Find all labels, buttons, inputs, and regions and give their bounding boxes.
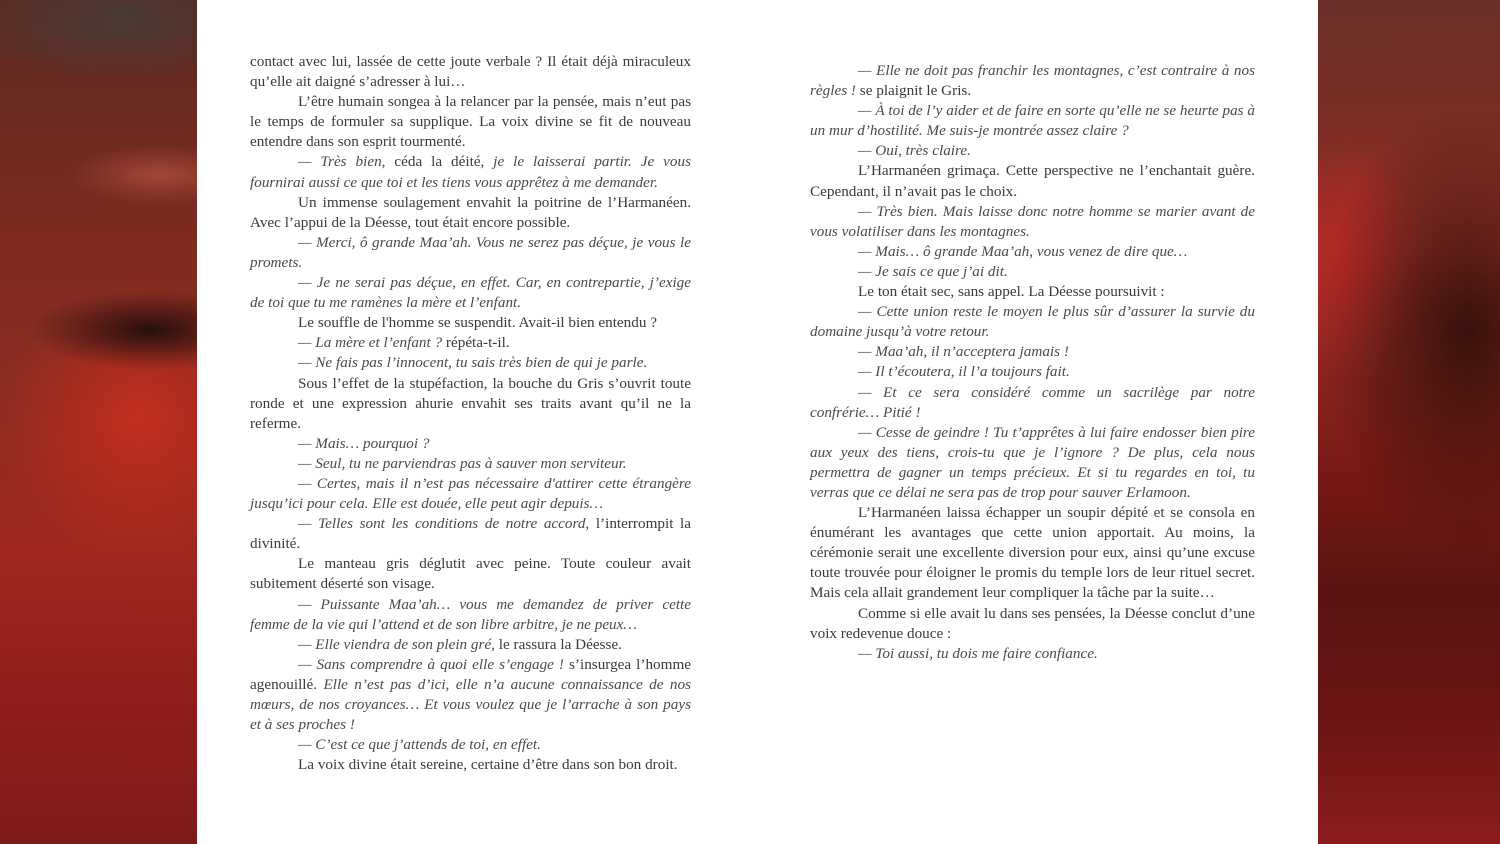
- paragraph: [810, 282, 1255, 302]
- paragraph: [250, 313, 691, 333]
- dialogue-text: — Certes, mais il n’est pas nécessaire d'attirer cette étrangère jusqu’ici pour cela. Elle est douée, elle peut agir depuis…: [250, 474, 691, 513]
- dialogue-text: — Cesse de geindre ! Tu t’apprêtes à lui faire endosser bien pire aux yeux des tiens, crois-tu que je l’ignore ? De plus, cela nous permettra de gagner un temps précieux. Et si tu regardes en toi, tu verras que ce délai ne sera pas de trop pour sauver Erlamoon.: [810, 423, 1255, 501]
- paragraph: [810, 302, 1255, 342]
- paragraph: [810, 644, 1255, 664]
- narration-text: L’Harmanéen laissa échapper un soupir dépité et se consola en énumérant les avantages que cette union apportait. Au moins, la cérémonie serait une excellente diversion pour eux, ainsi qu’une excuse toute trouvée pour éloigner le promis du temple lors de leur rituel secret. Mais cela allait grandement leur compliquer la tâche par la suite…: [810, 504, 1255, 602]
- paragraph: [250, 52, 691, 92]
- paragraph: [250, 514, 691, 554]
- paragraph: [250, 554, 691, 594]
- dialogue-text: — Très bien. Mais laisse donc notre homme se marier avant de vous volatiliser dans les montagnes.: [810, 202, 1255, 240]
- paragraph: [250, 233, 691, 273]
- dialogue-text: — À toi de l’y aider et de faire en sorte qu’elle ne se heurte pas à un mur d’hostilité. Me suis-je montrée assez claire ?: [810, 102, 1255, 140]
- narration-text: céda la déité,: [385, 153, 494, 171]
- paragraph: [250, 333, 691, 353]
- dialogue-text: — Elle ne doit pas franchir les montagnes, c’est contraire à nos règles !: [810, 62, 1255, 100]
- narration-text: Un immense soulagement envahit la poitrine de l’Harmanéen. Avec l’appui de la Déesse, tout était encore possible.: [250, 193, 691, 231]
- paragraph: [250, 454, 691, 474]
- dialogue-text: — Puissante Maa’ah… vous me demandez de priver cette femme de la vie qui l’attend et de son libre arbitre, je ne peux…: [250, 595, 691, 633]
- narration-text: contact avec lui, lassée de cette joute verbale ? Il était déjà miraculeux qu’elle ait daigné s’adresser à lui…: [250, 53, 691, 91]
- dialogue-text: — Ne fais pas l’innocent, tu sais très bien de qui je parle.: [298, 354, 648, 372]
- narration-text: répéta-t-il.: [442, 334, 510, 352]
- paragraph: [250, 434, 691, 454]
- paragraph: [810, 141, 1255, 161]
- dialogue-text: — Maa’ah, il n’acceptera jamais !: [858, 343, 1069, 361]
- dialogue-text: — Il t’écoutera, il l’a toujours fait.: [858, 363, 1070, 381]
- narration-text: s’insurgea l’homme agenouillé.: [250, 655, 691, 693]
- narration-text: Le ton était sec, sans appel. La Déesse poursuivit :: [858, 283, 1165, 301]
- narration-text: L’être humain songea à la relancer par la pensée, mais n’eut pas le temps de formuler sa supplique. La voix divine se fit de nouveau entendre dans son esprit tourmenté.: [250, 93, 691, 151]
- paragraph: [810, 242, 1255, 262]
- paragraph: [810, 503, 1255, 603]
- dialogue-text: — Mais… ô grande Maa’ah, vous venez de dire que…: [858, 242, 1188, 260]
- dialogue-text: — Seul, tu ne parviendras pas à sauver mon serviteur.: [298, 454, 627, 472]
- paragraph: [810, 161, 1255, 201]
- paragraph: [250, 374, 691, 434]
- paragraph: [250, 755, 691, 775]
- narration-text: Le manteau gris déglutit avec peine. Toute couleur avait subitement déserté son visage.: [250, 555, 691, 593]
- narration-text: se plaignit le Gris.: [855, 82, 972, 100]
- dialogue-text: — Toi aussi, tu dois me faire confiance.: [858, 644, 1098, 662]
- background-right-red-blur: [1318, 0, 1500, 844]
- background-left-red-blur: [0, 0, 197, 844]
- dialogue-text: — Oui, très claire.: [858, 142, 971, 160]
- left-page-text: [250, 52, 691, 775]
- narration-text: Sous l’effet de la stupéfaction, la bouche du Gris s’ouvrit toute ronde et une expression ahurie envahit ses traits avant qu’il ne la referme.: [250, 374, 691, 432]
- paragraph: [810, 423, 1255, 503]
- paragraph: [250, 92, 691, 152]
- dialogue-text: — Sans comprendre à quoi elle s’engage !: [298, 655, 564, 673]
- paragraph: [810, 262, 1255, 282]
- dialogue-text: — Merci, ô grande Maa’ah. Vous ne serez pas déçue, je vous le promets.: [250, 233, 691, 271]
- paragraph: [250, 273, 691, 313]
- dialogue-text: — Cette union reste le moyen le plus sûr d’assurer la survie du domaine jusqu’à votre retour.: [810, 303, 1255, 341]
- narration-text: La voix divine était sereine, certaine d’être dans son bon droit.: [298, 756, 678, 774]
- dialogue-text: — La mère et l’enfant ?: [298, 334, 443, 352]
- paragraph: [250, 152, 691, 192]
- dialogue-text: — Telles sont les conditions de notre accord,: [298, 515, 590, 533]
- paragraph: [810, 202, 1255, 242]
- narration-text: l’interrompit la divinité.: [250, 515, 691, 553]
- paragraph: [810, 61, 1255, 101]
- dialogue-text: — Je sais ce que j’ai dit.: [858, 262, 1008, 280]
- narration-text: Comme si elle avait lu dans ses pensées, la Déesse conclut d’une voix redevenue douce :: [810, 604, 1255, 642]
- paragraph: [810, 362, 1255, 382]
- paragraph: [810, 604, 1255, 644]
- dialogue-text: — Elle viendra de son plein gré,: [298, 635, 495, 653]
- right-page-text: [810, 61, 1255, 664]
- paragraph: [250, 353, 691, 373]
- paragraph: [250, 735, 691, 755]
- paragraph: [250, 655, 691, 735]
- dialogue-text: — Je ne serai pas déçue, en effet. Car, en contrepartie, j’exige de toi que tu me ramènes la mère et l’enfant.: [250, 274, 691, 312]
- paragraph: [250, 474, 691, 514]
- narration-text: Le souffle de l'homme se suspendit. Avait-il bien entendu ?: [298, 314, 657, 332]
- dialogue-text: — Et ce sera considéré comme un sacrilège par notre confrérie… Pitié !: [810, 383, 1255, 421]
- dialogue-text: — Mais… pourquoi ?: [298, 434, 430, 452]
- paragraph: [810, 342, 1255, 362]
- dialogue-text: je le laisserai partir. Je vous fournirai aussi ce que toi et les tiens vous apprêtez à me demander.: [250, 153, 692, 191]
- paragraph: [810, 101, 1255, 141]
- paragraph: [810, 383, 1255, 423]
- narration-text: L’Harmanéen grimaça. Cette perspective ne l’enchantait guère. Cependant, il n’avait pas le choix.: [810, 162, 1255, 200]
- dialogue-text: — C’est ce que j’attends de toi, en effet.: [298, 736, 541, 754]
- book-spread: [197, 0, 1318, 844]
- paragraph: [250, 595, 691, 635]
- paragraph: [250, 193, 691, 233]
- paragraph: [250, 635, 691, 655]
- dialogue-text: Elle n’est pas d’ici, elle n’a aucune connaissance de nos mœurs, de nos croyances… Et vous voulez que je l’arrache à son pays et à ses proches !: [250, 675, 691, 734]
- dialogue-text: — Très bien,: [298, 153, 386, 171]
- narration-text: le rassura la Déesse.: [494, 635, 622, 653]
